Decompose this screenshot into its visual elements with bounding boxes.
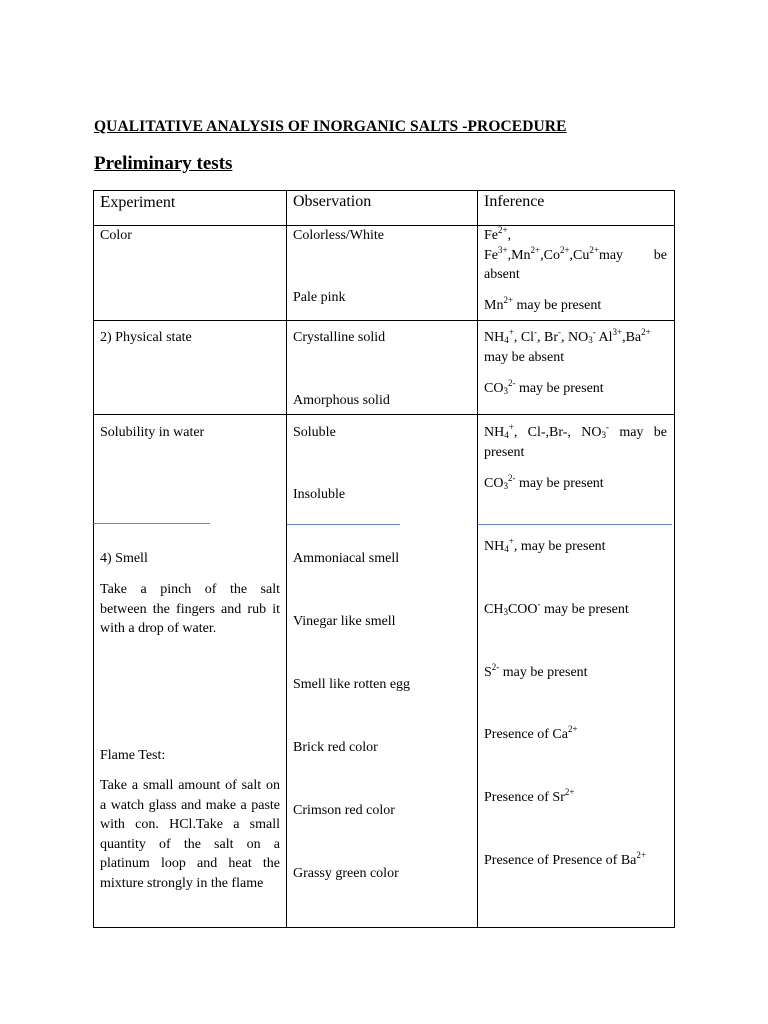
header-inference: Inference	[484, 193, 545, 210]
document-title: QUALITATIVE ANALYSIS OF INORGANIC SALTS -PROCEDURE	[94, 118, 567, 135]
flame-test-procedure: Take a small amount of salt on a watch glass and make a paste with con. HCl.Take a small quantity of the salt on a platinum loop and heat the mixture strongly in the flame	[100, 778, 280, 891]
color-inference-1: $Fe^{2+}$, $Fe^{3+},Mn^{2+},Co^{2+},Cu^{2+}may$ be absent	[484, 225, 667, 282]
color-observation-1: Colorless/White	[293, 228, 384, 243]
solubility-inference-1: $NH_4^+$, Cl-,Br-, $NO_3^-$ may be present	[484, 422, 667, 460]
flame-observation-1: Brick red color	[293, 740, 378, 755]
section-heading: Preliminary tests	[94, 153, 233, 174]
smell-experiment: 4) Smell	[100, 551, 148, 566]
flame-inference-2: Presence of $Sr^{2+}$	[484, 787, 575, 805]
physical-state-observation-2: Amorphous solid	[293, 393, 390, 408]
smell-inference-1: $NH_4^+$, may be present	[484, 536, 606, 554]
flame-observation-3: Grassy green color	[293, 866, 399, 881]
smell-observation-3: Smell like rotten egg	[293, 677, 411, 692]
flame-inference-1: Presence of $Ca^{2+}$	[484, 724, 578, 742]
header-experiment: Experiment	[100, 192, 176, 211]
header-observation: Observation	[293, 193, 372, 210]
physical-state-observation-1: Crystalline solid	[293, 330, 386, 345]
smell-procedure: Take a pinch of the salt between the fingers and rub it with a drop of water.	[100, 582, 280, 636]
smell-observation-2: Vinegar like smell	[293, 614, 396, 629]
physical-state-experiment: 2) Physical state	[100, 330, 192, 345]
solubility-observation-2: Insoluble	[293, 487, 346, 502]
solubility-observation-1: Soluble	[293, 425, 336, 440]
smell-inference-3: $S^{2-}$ may be present	[484, 662, 588, 680]
flame-inference-3: Presence of Presence of $Ba^{2+}$	[484, 850, 646, 868]
smell-observation-1: Ammoniacal smell	[293, 551, 400, 566]
flame-observation-2: Crimson red color	[293, 803, 395, 818]
solubility-experiment: Solubility in water	[100, 425, 205, 440]
solubility-inference-2: $CO_3^{2-}$ may be present	[484, 473, 604, 491]
physical-state-inference-1: $NH_4^+$, Cl-, Br-, $NO_3^-$ $Al^{3+},Ba^{2+}$ may be absent	[484, 327, 651, 365]
flame-test-experiment: Flame Test:	[100, 748, 166, 763]
color-inference-2: $Mn^{2+}$ may be present	[484, 295, 602, 313]
color-experiment: Color	[100, 228, 132, 243]
physical-state-inference-2: $CO_3^{2-}$ may be present	[484, 378, 604, 396]
color-observation-2: Pale pink	[293, 290, 346, 305]
smell-inference-2: $CH_3COO^-$ may be present	[484, 599, 629, 617]
